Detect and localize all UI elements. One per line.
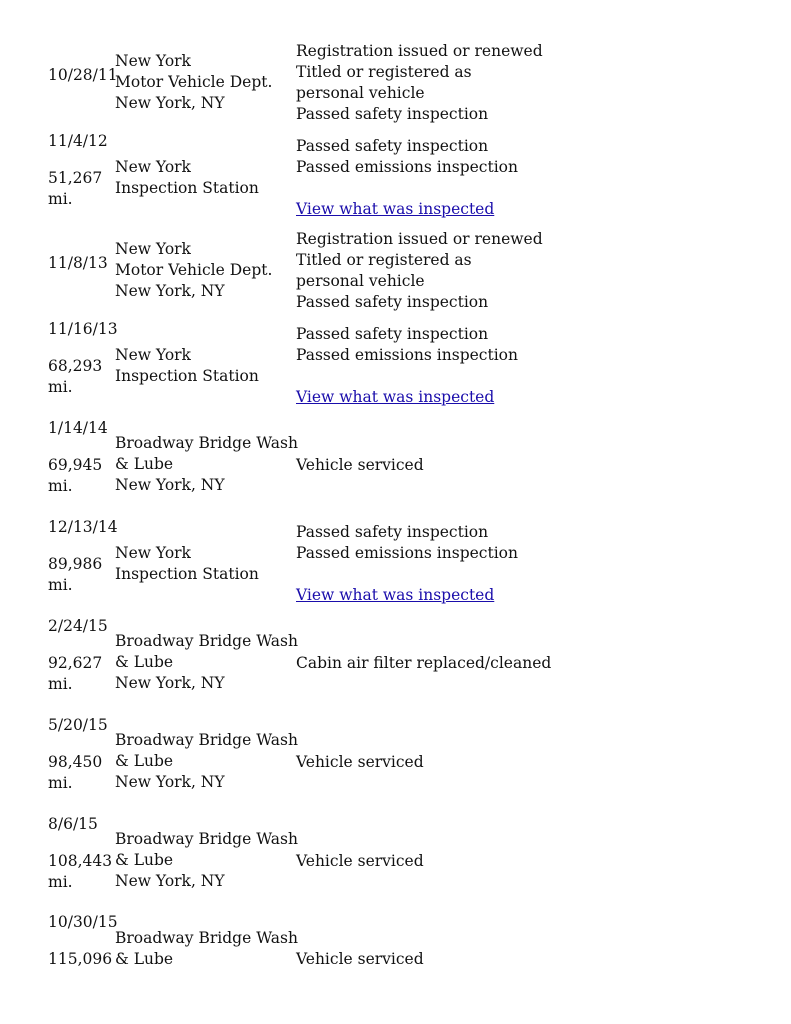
- record-date: 8/6/15: [48, 815, 98, 833]
- record-source-line: New York, NY: [115, 94, 225, 112]
- record-mileage: 98,450: [48, 753, 103, 771]
- record-detail-line: Titled or registered as: [296, 251, 472, 269]
- record-detail-line: Passed safety inspection: [296, 137, 489, 155]
- record-date: 2/24/15: [48, 617, 108, 635]
- record-mileage-unit: mi.: [48, 190, 73, 208]
- record-detail-line: Passed emissions inspection: [296, 158, 518, 176]
- record-source-line: New York: [115, 240, 191, 258]
- record-source-line: & Lube: [115, 653, 174, 671]
- record-source-line: New York: [115, 52, 191, 70]
- record-detail-line: Registration issued or renewed: [296, 42, 543, 60]
- record-mileage: 108,443: [48, 852, 113, 870]
- record-date: 11/16/13: [48, 320, 118, 338]
- record-detail-line: Passed safety inspection: [296, 325, 489, 343]
- record-mileage: 51,267: [48, 169, 103, 187]
- record-detail-line: Vehicle serviced: [296, 456, 424, 474]
- record-date: 1/14/14: [48, 419, 108, 437]
- record-source-line: Inspection Station: [115, 179, 259, 197]
- record-mileage-unit: mi.: [48, 774, 73, 792]
- record-source-line: & Lube: [115, 752, 174, 770]
- record-detail-line: Cabin air filter replaced/cleaned: [296, 654, 552, 672]
- record-source-line: & Lube: [115, 851, 174, 869]
- record-source-line: New York: [115, 158, 191, 176]
- record-source-line: Broadway Bridge Wash: [115, 632, 298, 650]
- record-detail-line: Passed safety inspection: [296, 523, 489, 541]
- record-date: 5/20/15: [48, 716, 108, 734]
- record-source-line: New York: [115, 346, 191, 364]
- record-source-line: Broadway Bridge Wash: [115, 830, 298, 848]
- record-mileage-unit: mi.: [48, 873, 73, 891]
- record-source-line: New York, NY: [115, 872, 225, 890]
- record-source-line: Inspection Station: [115, 565, 259, 583]
- record-detail-line: Vehicle serviced: [296, 852, 424, 870]
- record-mileage-unit: mi.: [48, 378, 73, 396]
- record-source-line: Motor Vehicle Dept.: [115, 73, 273, 91]
- record-mileage: 115,096: [48, 950, 113, 968]
- record-source-line: New York, NY: [115, 282, 225, 300]
- record-detail-line: personal vehicle: [296, 272, 425, 290]
- record-detail-line: Vehicle serviced: [296, 950, 424, 968]
- record-source-line: Broadway Bridge Wash: [115, 434, 298, 452]
- record-detail-line: Passed safety inspection: [296, 105, 489, 123]
- record-date: 10/30/15: [48, 913, 118, 931]
- record-source-line: & Lube: [115, 950, 174, 968]
- record-date: 12/13/14: [48, 518, 118, 536]
- record-source-line: New York, NY: [115, 674, 225, 692]
- record-detail-line: Titled or registered as: [296, 63, 472, 81]
- record-source-line: New York, NY: [115, 773, 225, 791]
- record-date: 10/28/11: [48, 66, 118, 84]
- record-detail-line: Passed emissions inspection: [296, 544, 518, 562]
- record-source-line: & Lube: [115, 455, 174, 473]
- view-inspection-link[interactable]: View what was inspected: [296, 388, 495, 406]
- record-date: 11/8/13: [48, 254, 108, 272]
- record-mileage: 89,986: [48, 555, 103, 573]
- record-date: 11/4/12: [48, 132, 108, 150]
- record-source-line: New York: [115, 544, 191, 562]
- record-detail-line: Registration issued or renewed: [296, 230, 543, 248]
- view-inspection-link[interactable]: View what was inspected: [296, 200, 495, 218]
- record-detail-line: Passed safety inspection: [296, 293, 489, 311]
- record-detail-line: personal vehicle: [296, 84, 425, 102]
- record-mileage: 69,945: [48, 456, 103, 474]
- record-mileage: 68,293: [48, 357, 103, 375]
- record-mileage: 92,627: [48, 654, 103, 672]
- record-source-line: Motor Vehicle Dept.: [115, 261, 273, 279]
- record-detail-line: Passed emissions inspection: [296, 346, 518, 364]
- record-detail-line: Vehicle serviced: [296, 753, 424, 771]
- record-source-line: New York, NY: [115, 476, 225, 494]
- record-source-line: Broadway Bridge Wash: [115, 731, 298, 749]
- record-mileage-unit: mi.: [48, 477, 73, 495]
- record-source-line: Broadway Bridge Wash: [115, 929, 298, 947]
- record-source-line: Inspection Station: [115, 367, 259, 385]
- record-mileage-unit: mi.: [48, 675, 73, 693]
- view-inspection-link[interactable]: View what was inspected: [296, 586, 495, 604]
- record-mileage-unit: mi.: [48, 576, 73, 594]
